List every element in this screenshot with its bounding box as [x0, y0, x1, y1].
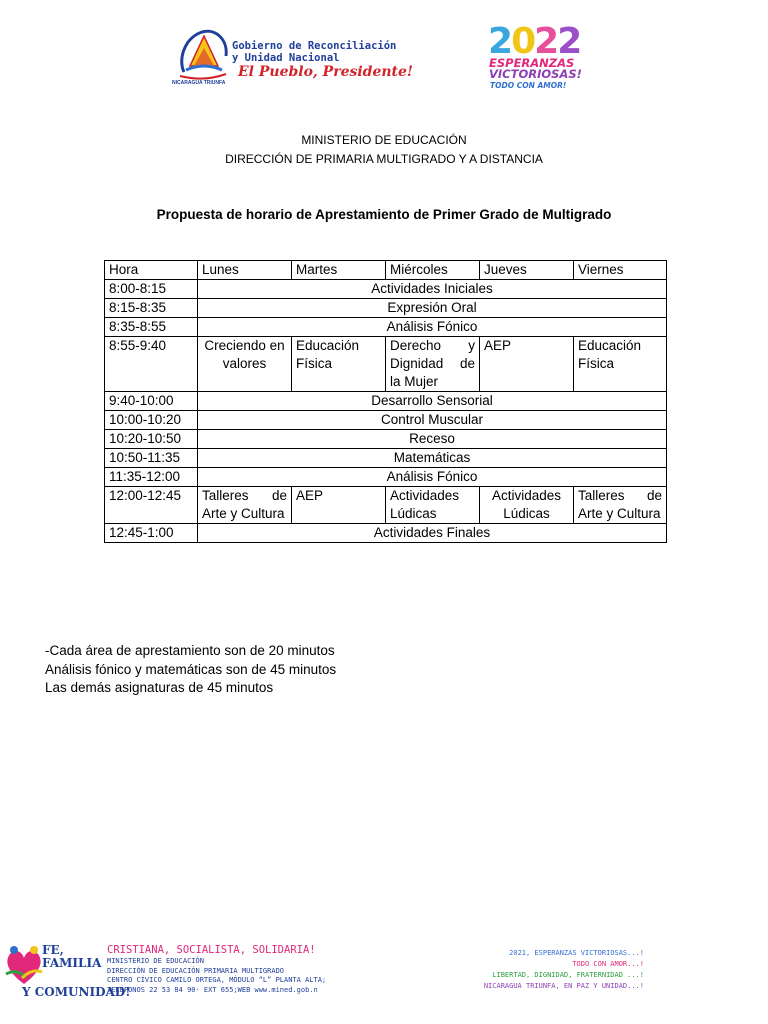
fe-familia-text	[22, 943, 131, 999]
activity-cell: Desarrollo Sensorial	[198, 392, 667, 411]
table-row	[105, 430, 667, 449]
column-header-miercoles: Miércoles	[386, 261, 480, 280]
time-cell: 10:50-11:35	[105, 449, 198, 468]
table-row	[105, 468, 667, 487]
time-cell: 12:00-12:45	[105, 487, 198, 524]
note-line: Análisis fónico y matemáticas son de 45 minutos	[45, 661, 337, 677]
table-row	[105, 392, 667, 411]
comunidad-line: Y COMUNIDAD!	[22, 985, 131, 999]
time-cell: 10:00-10:20	[105, 411, 198, 430]
activity-cell: Matemáticas	[198, 449, 667, 468]
table-row	[105, 318, 667, 337]
activity-cell: Expresión Oral	[198, 299, 667, 318]
notes	[45, 642, 336, 698]
fe-familia-logo	[4, 942, 131, 1002]
column-header-jueves: Jueves	[480, 261, 574, 280]
day-cell-lunes: Creciendo en valores	[198, 337, 292, 392]
government-logo	[172, 26, 414, 88]
column-header-viernes: Viernes	[574, 261, 667, 280]
fe-line: FE,	[42, 943, 64, 957]
campaign-slogan	[489, 58, 582, 80]
day-cell-miercoles: Derecho y Dignidad de la Mujer	[386, 337, 480, 392]
government-title-line1: Gobierno de Reconciliación	[232, 40, 397, 52]
column-header-martes: Martes	[292, 261, 386, 280]
table-row	[105, 524, 667, 543]
day-cell-martes: AEP	[292, 487, 386, 524]
table-row	[105, 280, 667, 299]
heart-people-icon	[4, 944, 44, 988]
activity-cell: Receso	[198, 430, 667, 449]
day-cell-viernes: Talleres de Arte y Cultura	[574, 487, 667, 524]
table-row	[105, 449, 667, 468]
footer-line: CENTRO CÍVICO CAMILO ORTEGA, MÓDULO “L” PLANTA ALTA;	[107, 976, 327, 984]
activity-cell: Análisis Fónico	[198, 468, 667, 487]
campaign-2022-logo	[488, 21, 600, 94]
campaign-year	[488, 21, 581, 62]
department-name: DIRECCIÓN DE PRIMARIA MULTIGRADO Y A DISTANCIA	[225, 152, 543, 166]
document-title: Propuesta de horario de Aprestamiento de Primer Grado de Multigrado	[156, 207, 612, 222]
footer-slogans	[484, 948, 644, 992]
time-cell: 8:00-8:15	[105, 280, 198, 299]
column-header-lunes: Lunes	[198, 261, 292, 280]
nicaragua-emblem-icon	[176, 26, 230, 84]
time-cell: 8:55-9:40	[105, 337, 198, 392]
time-cell: 10:20-10:50	[105, 430, 198, 449]
schedule-table	[104, 260, 667, 543]
footer-slogan: 2021, ESPERANZAS VICTORIOSAS...!	[509, 949, 644, 957]
footer-contact	[107, 943, 326, 995]
campaign-tagline: TODO CON AMOR!	[490, 81, 567, 90]
day-cell-jueves: Actividades Lúdicas	[480, 487, 574, 524]
year-digit: 2	[534, 21, 558, 62]
government-title	[232, 40, 396, 64]
campaign-slogan-line2: VICTORIOSAS!	[489, 67, 582, 81]
day-cell-miercoles: Actividades Lúdicas	[386, 487, 480, 524]
note-line: Las demás asignaturas de 45 minutos	[45, 680, 274, 695]
activity-cell: Actividades Finales	[198, 524, 667, 543]
activity-cell: Análisis Fónico	[198, 318, 667, 337]
time-cell: 8:15-8:35	[105, 299, 198, 318]
table-row	[105, 411, 667, 430]
familia-line: FAMILIA	[42, 956, 102, 970]
day-cell-martes: Educación Física	[292, 337, 386, 392]
day-cell-jueves: AEP	[480, 337, 574, 392]
year-digit: 2	[488, 21, 512, 62]
activity-cell: Control Muscular	[198, 411, 667, 430]
ministry-name: MINISTERIO DE EDUCACIÓN	[301, 133, 467, 147]
year-digit: 0	[511, 21, 535, 62]
footer-slogan: TODO CON AMOR...!	[572, 960, 644, 968]
footer-slogan: LIBERTAD, DIGNIDAD, FRATERNIDAD ...!	[492, 971, 644, 979]
campaign-slogan-line1: ESPERANZAS	[489, 56, 575, 70]
table-header-row	[105, 261, 667, 280]
table-row	[105, 487, 667, 524]
day-cell-viernes: Educación Física	[574, 337, 667, 392]
time-cell: 9:40-10:00	[105, 392, 198, 411]
government-title-line2: y Unidad Nacional	[232, 52, 340, 64]
time-cell: 11:35-12:00	[105, 468, 198, 487]
note-line: -Cada área de aprestamiento son de 20 minutos	[45, 643, 335, 658]
footer-line: TELÉFONOS 22 53 84 90- EXT 655;WEB www.mined.gob.n	[107, 985, 318, 994]
activity-cell: Actividades Iniciales	[198, 280, 667, 299]
emblem-caption: NICARAGUA TRIUNFA	[172, 80, 226, 86]
footer-slogan: NICARAGUA TRIUNFA, EN PAZ Y UNIDAD...!	[483, 982, 644, 990]
table-row	[105, 299, 667, 318]
day-cell-lunes: Talleres de Arte y Cultura	[198, 487, 292, 524]
time-cell: 8:35-8:55	[105, 318, 198, 337]
footer-headline: CRISTIANA, SOCIALISTA, SOLIDARIA!	[107, 944, 316, 956]
footer-line: MINISTERIO DE EDUCACIÓN	[107, 957, 204, 965]
table-row	[105, 337, 667, 392]
column-header-hora: Hora	[105, 261, 198, 280]
government-slogan: El Pueblo, Presidente!	[238, 64, 414, 80]
time-cell: 12:45-1:00	[105, 524, 198, 543]
footer-line: DIRECCIÓN DE EDUCACIÓN PRIMARIA MULTIGRADO	[107, 966, 285, 975]
year-digit: 2	[557, 21, 581, 62]
